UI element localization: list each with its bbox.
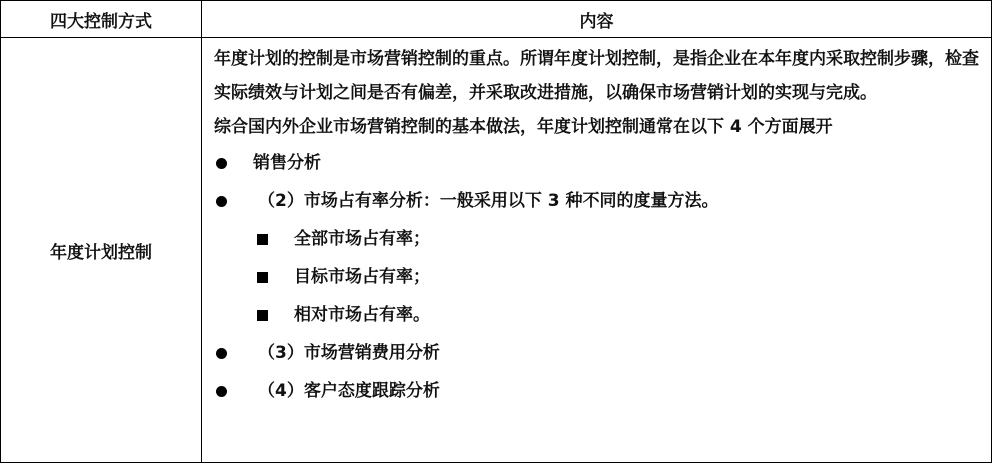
method-cell: 年度计划控制: [1, 38, 202, 463]
paragraph-definition: 年度计划的控制是市场营销控制的重点。所谓年度计划控制，是指企业在本年度内采取控制步骤，检查实际绩效与计划之间是否有偏差，并采取改进措施，以确保市场营销计划的实现与完成。: [214, 49, 979, 103]
bullet-circle-icon: [216, 386, 227, 397]
bullet-circle-icon: [216, 158, 227, 169]
list-item: [214, 296, 983, 334]
bullet-square-icon: [257, 272, 268, 283]
list-item: [214, 220, 983, 258]
list-item-text: （2）市场占有率分析：一般采用以下 3 种不同的度量方法。: [258, 191, 719, 211]
bullet-circle-icon: [216, 196, 227, 207]
list-item: [214, 258, 983, 296]
bullet-circle-icon: [216, 348, 227, 359]
aspect-list: [214, 144, 983, 410]
list-item-text: 全部市场占有率；: [294, 229, 430, 249]
paragraph-intro: 综合国内外企业市场营销控制的基本做法，年度计划控制通常在以下 4 个方面展开: [214, 117, 833, 137]
content-body: [202, 38, 991, 410]
list-item: [214, 182, 983, 220]
table-row: [1, 38, 992, 463]
list-item-text: 相对市场占有率。: [294, 305, 430, 325]
list-item-text: 销售分析: [253, 153, 321, 173]
header-content: 内容: [202, 1, 992, 38]
list-item: [214, 144, 983, 182]
list-item: [214, 372, 983, 410]
list-item-text: 目标市场占有率；: [294, 267, 430, 287]
list-item-text: （4）客户态度跟踪分析: [258, 381, 440, 401]
list-item-text: （3）市场营销费用分析: [258, 343, 440, 363]
content-cell: [202, 38, 992, 463]
list-item: [214, 334, 983, 372]
table-header-row: [1, 1, 992, 38]
bullet-square-icon: [257, 310, 268, 321]
bullet-square-icon: [257, 234, 268, 245]
header-control-method: 四大控制方式: [1, 1, 202, 38]
